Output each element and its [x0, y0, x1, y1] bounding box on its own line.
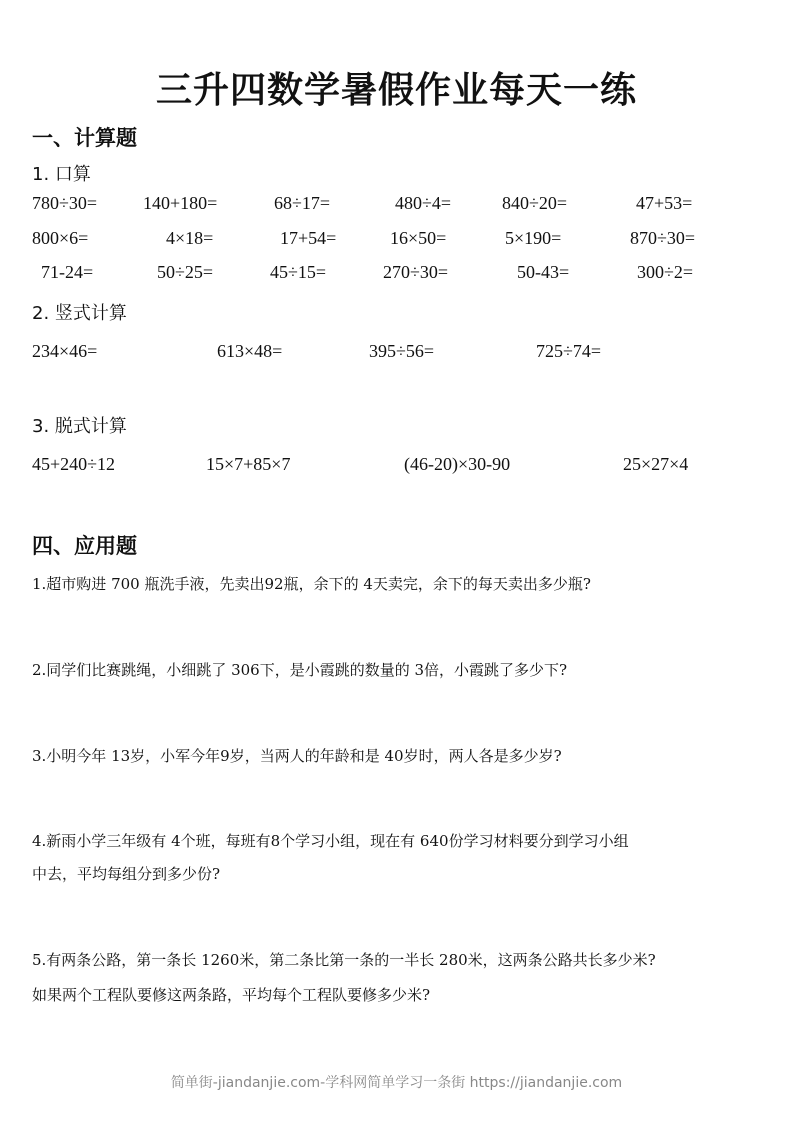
oral-item: 50÷25=: [157, 262, 214, 282]
word-problem-4-line-2: 中去，平均每组分到多少份?: [32, 865, 221, 883]
oral-item: 780÷30=: [32, 193, 98, 213]
section-calculation-heading: 一、计算题: [32, 126, 137, 150]
oral-item: 840÷20=: [502, 193, 568, 213]
footer-watermark: 简单街-jiandanjie.com-学科网简单学习一条街 https://jiandanjie.com: [170, 1075, 623, 1091]
word-problem-5-line-2: 如果两个工程队要修这两条路，平均每个工程队要修多少米?: [32, 986, 431, 1004]
oral-item: 45÷15=: [270, 262, 327, 282]
oral-item: 270÷30=: [383, 262, 449, 282]
vertical-item: 725÷74=: [536, 341, 602, 361]
word-problem-3: 3.小明今年 13岁，小军今年9岁，当两人的年龄和是 40岁时，两人各是多少岁?: [32, 747, 562, 765]
word-problem-4-line-1: 4.新雨小学三年级有 4个班，每班有8个学习小组，现在有 640份学习材料要分到学习小组: [32, 832, 629, 850]
stepwise-item: (46-20)×30-90: [404, 454, 511, 474]
stepwise-item: 45+240÷12: [32, 454, 116, 474]
vertical-item: 613×48=: [217, 341, 283, 361]
vertical-item: 395÷56=: [369, 341, 435, 361]
oral-item: 140+180=: [143, 193, 218, 213]
word-problem-1: 1.超市购进 700 瓶洗手液，先卖出92瓶，余下的 4天卖完，余下的每天卖出多少瓶?: [32, 575, 591, 593]
oral-item: 17+54=: [280, 228, 337, 248]
oral-item: 300÷2=: [637, 262, 694, 282]
oral-item: 50-43=: [517, 262, 570, 282]
stepwise-item: 25×27×4: [623, 454, 689, 474]
oral-item: 68÷17=: [274, 193, 331, 213]
oral-item: 4×18=: [166, 228, 214, 248]
oral-item: 870÷30=: [630, 228, 696, 248]
stepwise-item: 15×7+85×7: [206, 454, 291, 474]
oral-item: 71-24=: [41, 262, 94, 282]
vertical-calc-heading: 2. 竖式计算: [32, 303, 127, 324]
oral-item: 16×50=: [390, 228, 447, 248]
oral-item: 5×190=: [505, 228, 562, 248]
section-application-heading: 四、应用题: [32, 534, 137, 558]
stepwise-calc-heading: 3. 脱式计算: [32, 416, 127, 437]
word-problem-5-line-1: 5.有两条公路，第一条长 1260米，第二条比第一条的一半长 280米，这两条公路共长多少米?: [32, 951, 656, 969]
oral-item: 800×6=: [32, 228, 89, 248]
page-title: 三升四数学暑假作业每天一练: [155, 70, 637, 111]
oral-calc-heading: 1. 口算: [32, 164, 91, 185]
oral-item: 480÷4=: [395, 193, 452, 213]
oral-item: 47+53=: [636, 193, 693, 213]
vertical-item: 234×46=: [32, 341, 98, 361]
word-problem-2: 2.同学们比赛跳绳，小细跳了 306下，是小霞跳的数量的 3倍，小霞跳了多少下?: [32, 661, 568, 679]
